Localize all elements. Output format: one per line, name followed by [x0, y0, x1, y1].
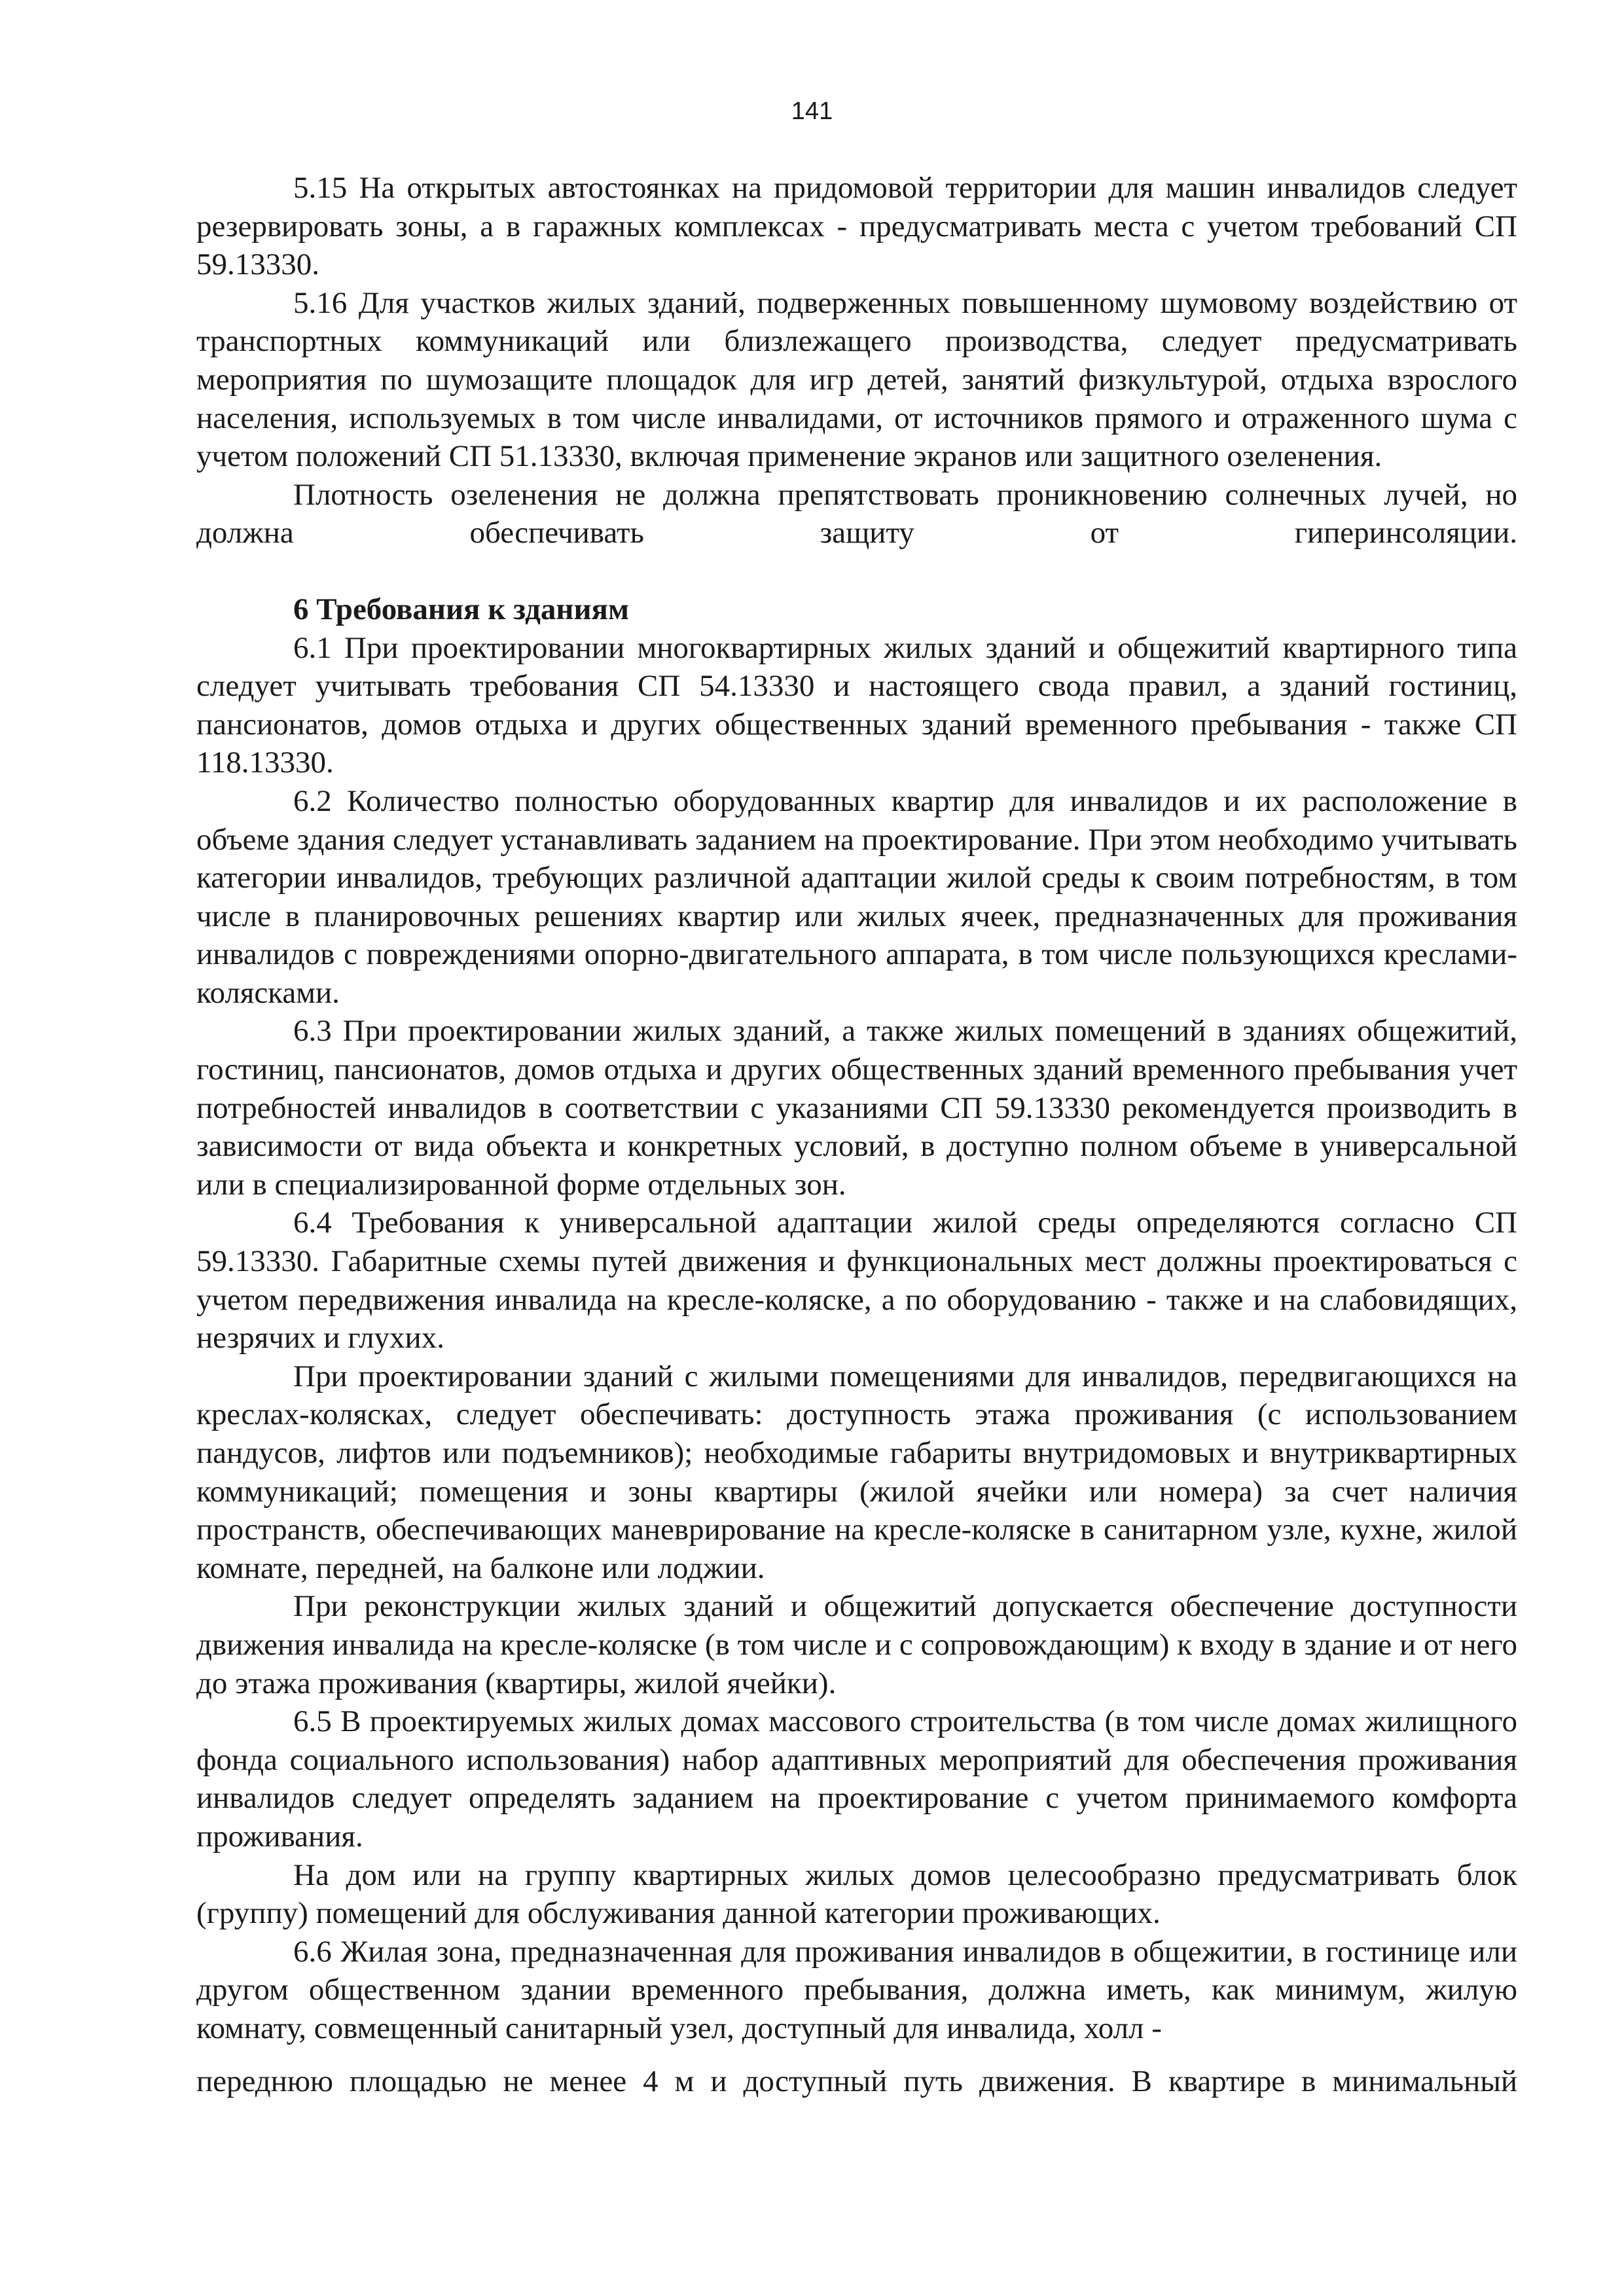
paragraph-6-4: 6.4 Требования к универсальной адаптации жилой среды определяются согласно СП 59.13330. Габаритные схемы путей движения и функциональных мест должны проектироваться с учетом передвижения инвалида на кресле-коляске, а по оборудованию - также и на слабовидящих, незрячих и глухих.	[196, 1206, 1517, 1355]
section-heading-6: 6 Требования к зданиям	[293, 592, 629, 626]
paragraph-service-block: На дом или на группу квартирных жилых домов целесообразно предусматривать блок (группу) помещений для обслуживания данной категории проживающих.	[196, 1857, 1517, 1931]
document-body	[196, 169, 1517, 2100]
paragraph-5-15: 5.15 На открытых автостоянках на придомовой территории для машин инвалидов следует резервировать зоны, а в гаражных комплексах - предусматривать места с учетом требований СП 59.13330.	[196, 171, 1517, 282]
paragraph-6-6: 6.6 Жилая зона, предназначенная для проживания инвалидов в общежитии, в гостинице или другом общественном здании временного пребывания, должна иметь, как минимум, жилую комнату, совмещенный санитарный узел, доступный для инвалида, холл -	[196, 1934, 1517, 2045]
paragraph-reconstruction: При реконструкции жилых зданий и общежитий допускается обеспечение доступности движения инвалида на кресле-коляске (в том числе и с сопровождающим) к входу в здание и от него до этажа проживания (квартиры, жилой ячейки).	[196, 1589, 1517, 1700]
paragraph-6-5: 6.5 В проектируемых жилых домах массового строительства (в том числе домах жилищного фонда социального использования) набор адаптивных мероприятий для обеспечения проживания инвалидов следует определять заданием на проектирование с учетом принимаемого комфорта проживания.	[196, 1704, 1517, 1854]
paragraph-greenery-density: Плотность озеленения не должна препятствовать проникновению солнечных лучей, но должна обеспечивать защиту от гиперинсоляции.	[196, 477, 1517, 550]
paragraph-6-2: 6.2 Количество полностью оборудованных квартир для инвалидов и их расположение в объеме здания следует устанавливать заданием на проектирование. При этом необходимо учитывать категории инвалидов, требующих различной адаптации жилой среды к своим потребностям, в том числе в планировочных решениях квартир или жилых ячеек, предназначенных для проживания инвалидов с повреждениями опорно-двигательного аппарата, в том числе пользующихся креслами-колясками.	[196, 783, 1517, 1010]
paragraph-6-6-continuation: переднюю площадью не менее 4 м и доступный путь движения. В квартире в минимальный	[196, 2064, 1517, 2098]
page-number: 141	[791, 98, 833, 125]
paragraph-6-1: 6.1 При проектировании многоквартирных жилых зданий и общежитий квартирного типа следует учитывать требования СП 54.13330 и настоящего свода правил, а зданий гостиниц, пансионатов, домов отдыха и других общественных зданий временного пребывания - также СП 118.13330.	[196, 630, 1517, 780]
paragraph-5-16: 5.16 Для участков жилых зданий, подверженных повышенному шумовому воздействию от транспортных коммуникаций или близлежащего производства, следует предусматривать мероприятия по шумозащите площадок для игр детей, занятий физкультурой, отдыха взрослого населения, используемых в том числе инвалидами, от источников прямого и отраженного шума с учетом положений СП 51.13330, включая применение экранов или защитного озеленения.	[196, 285, 1517, 474]
paragraph-6-3: 6.3 При проектировании жилых зданий, а также жилых помещений в зданиях общежитий, гостиниц, пансионатов, домов отдыха и других общественных зданий временного пребывания учет потребностей инвалидов в соответствии с указаниями СП 59.13330 рекомендуется производить в зависимости от вида объекта и конкретных условий, в доступно полном объеме в универсальной или в специализированной форме отдельных зон.	[196, 1014, 1517, 1202]
paragraph-wheelchair-design: При проектировании зданий с жилыми помещениями для инвалидов, передвигающихся на креслах-колясках, следует обеспечивать: доступность этажа проживания (с использованием пандусов, лифтов или подъемников); необходимые габариты внутридомовых и внутриквартирных коммуникаций; помещения и зоны квартиры (жилой ячейки или номера) за счет наличия пространств, обеспечивающих маневрирование на кресле-коляске в санитарном узле, кухне, жилой комнате, передней, на балконе или лоджии.	[196, 1359, 1517, 1585]
